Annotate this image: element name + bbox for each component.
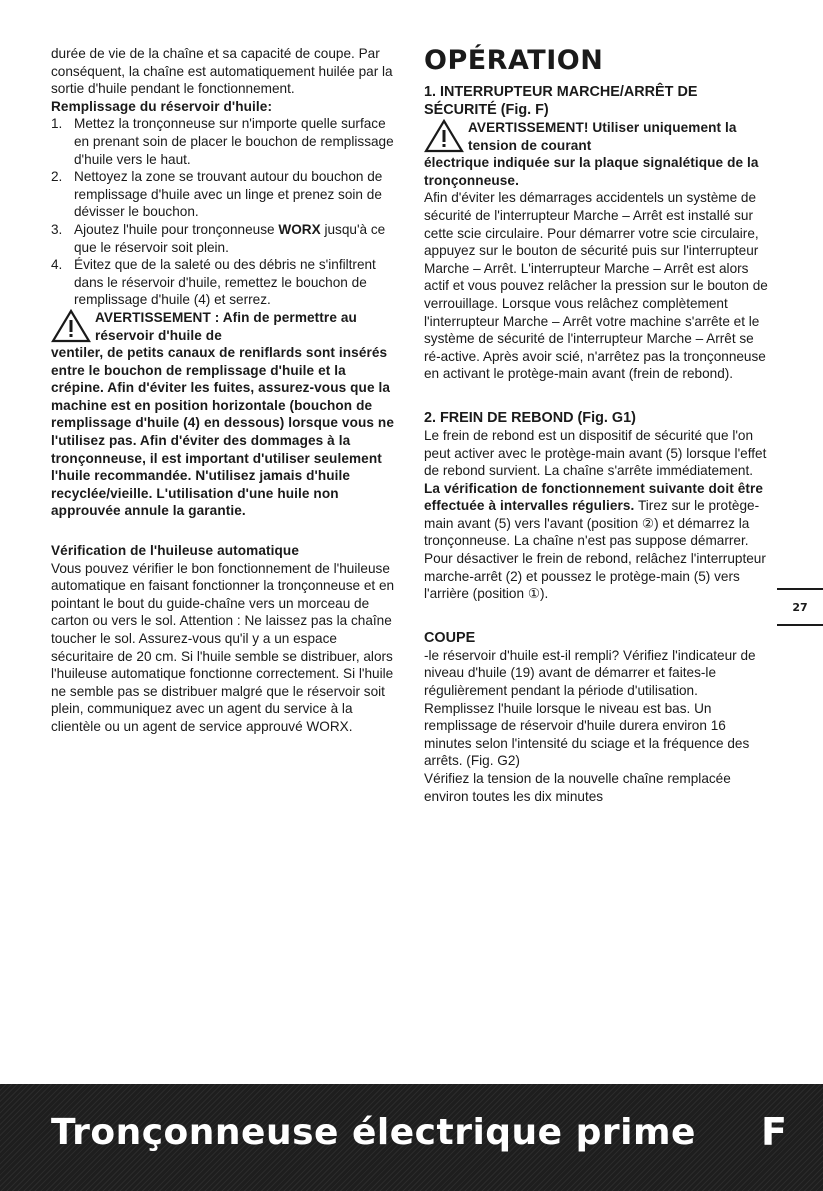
list-item — [51, 256, 396, 309]
fill-heading: Remplissage du réservoir d'huile: — [51, 98, 273, 114]
list-item — [51, 221, 396, 256]
step-number: 3. — [51, 221, 63, 237]
safety-switch-paragraph: Afin d'éviter les démarrages accidentels un système de sécurité de l'interrupteur Marche – Arrêt est installé sur cette scie circulaire. Pour démarrer votre scie circulaire, appuyez sur le bouton de sécurité puis sur l'interrupteur Marche – Arrêt. L'interrupteur Marche – Arrêt est alors actif et vous pouvez relâcher la pression sur le bouton de verrouillage. Lorsque vous relâchez complètement l'interrupteur Marche – Arrêt votre machine s'arrête et le système de sécurité de l'interrupteur Marche – Arrêt se ré-active. Après avoir scié, n'arrêtez pas la tronçonneuse en activant le protège-main avant (frein de rebond). — [424, 190, 768, 382]
warning-block — [51, 309, 396, 344]
footer-banner — [0, 1084, 823, 1191]
product-title: Tronçonneuse électrique prime — [51, 1112, 696, 1153]
check-heading: Vérification de l'huileuse automatique — [51, 543, 299, 559]
right-column — [424, 45, 769, 805]
step-text: Nettoyez la zone se trouvant autour du bouchon de remplissage d'huile avec un linge et prenez soin de dévisser le bouchon. — [74, 169, 383, 220]
fill-steps-list — [51, 115, 396, 309]
kickback-brake-paragraph: Le frein de rebond est un dispositif de sécurité que l'on peut activer avec le protège-main avant (5) lorsque l'effet de rebond survient. La chaîne s'arrête immédiatement. — [424, 427, 767, 479]
kickback-brake-heading: 2. FREIN DE REBOND (Fig. G1) — [424, 409, 636, 426]
warning-triangle-icon — [51, 309, 91, 343]
warning-text: ventiler, de petits canaux de reniflards sont insérés entre le bouchon de remplissage d'huile et la crépine. Afin d'éviter les fuites, assurez-vous que la machine est en position horizontale (bouchon de remplissage d'huile (4) en dessous) lorsque vous ne l'utilisez pas. Afin d'éviter des dommages à la tronçonneuse, il est important d'utiliser seulement l'huile recommandée. N'utilisez jamais d'huile recyclée/vieille. L'utilisation d'une huile non approuvée annule la garantie. — [51, 345, 394, 519]
language-code: F — [761, 1110, 787, 1154]
check-paragraph: Vous pouvez vérifier le bon fonctionnement de l'huileuse automatique en faisant fonctionner la tronçonneuse et en pointant le bout du guide-chaîne vers un morceau de carton ou vers le sol. Attention : Ne laissez pas la chaîne toucher le sol. Assurez-vous qu'il y a un espace sécuritaire de 20 cm. Si l'huile semble se distribuer, alors l'huileuse automatique fonctionne correctement. Si l'huile ne semble pas se distribuer malgré que le réservoir soit plein, communiquez avec un agent du service à la clientèle ou un agent de service approuvé WORX. — [51, 560, 395, 734]
step-number: 2. — [51, 169, 63, 185]
cutting-paragraph: Vérifiez la tension de la nouvelle chaîne remplacée environ toutes les dix minutes — [424, 771, 731, 804]
left-column — [51, 45, 396, 736]
step-text: Ajoutez l'huile pour tronçonneuse — [74, 221, 279, 237]
list-item — [51, 115, 396, 168]
step-text-tail: jusqu'à ce que le réservoir soit plein. — [74, 221, 386, 255]
warning-block — [424, 119, 769, 154]
step-number: 4. — [51, 257, 63, 273]
kickback-check-bold: La vérification de fonctionnement suivante doit être effectuée à intervalles réguliers. — [424, 480, 764, 514]
warning-heading: AVERTISSEMENT : Afin de permettre au réservoir d'huile de — [95, 309, 357, 343]
cutting-paragraph: -le réservoir d'huile est-il rempli? Vérifiez l'indicateur de niveau d'huile (19) avant de démarrer et faites-le régulièrement pendant la période d'utilisation. Remplissez l'huile lorsque le niveau est bas. Un remplissage de réservoir d'huile durera environ 16 minutes selon l'intensité du sciage et la fréquence des arrêts. (Fig. G2) — [424, 647, 756, 769]
kickback-check-text: Tirez sur le protège-main avant (5) vers l'avant (position ②) et démarrez la tronçonneuse. La chaîne n'est pas suppose démarrer. Pour désactiver le frein de rebond, relâchez l'interrupteur marche-arrêt (2) et poussez le protège-main (5) vers l'arrière (position ①). — [424, 498, 766, 602]
brand-name: WORX — [278, 221, 321, 237]
kickback-check-paragraph — [424, 480, 769, 603]
list-item — [51, 168, 396, 221]
section-title: OPÉRATION — [424, 45, 604, 76]
warning-text: électrique indiquée sur la plaque signalétique de la tronçonneuse. — [424, 155, 759, 188]
step-text: Évitez que de la saleté ou des débris ne s'infiltrent dans le réservoir d'huile, remettez le bouchon de remplissage d'huile (4) et serrez. — [74, 257, 376, 308]
step-text: Mettez la tronçonneuse sur n'importe quelle surface en prenant soin de placer le bouchon de remplissage d'huile vers le haut. — [74, 116, 394, 167]
warning-triangle-icon — [424, 119, 464, 153]
intro-paragraph: durée de vie de la chaîne et sa capacité de coupe. Par conséquent, la chaîne est automatiquement huilée par la sortie d'huile pendant le fonctionnement. — [51, 46, 393, 97]
page-number: 27 — [777, 588, 823, 626]
step-number: 1. — [51, 116, 63, 132]
safety-switch-heading: 1. INTERRUPTEUR MARCHE/ARRÊT DE SÉCURITÉ (Fig. F) — [424, 84, 698, 118]
warning-heading: AVERTISSEMENT! Utiliser uniquement la tension de courant — [468, 120, 737, 153]
cutting-heading: COUPE — [424, 629, 476, 646]
